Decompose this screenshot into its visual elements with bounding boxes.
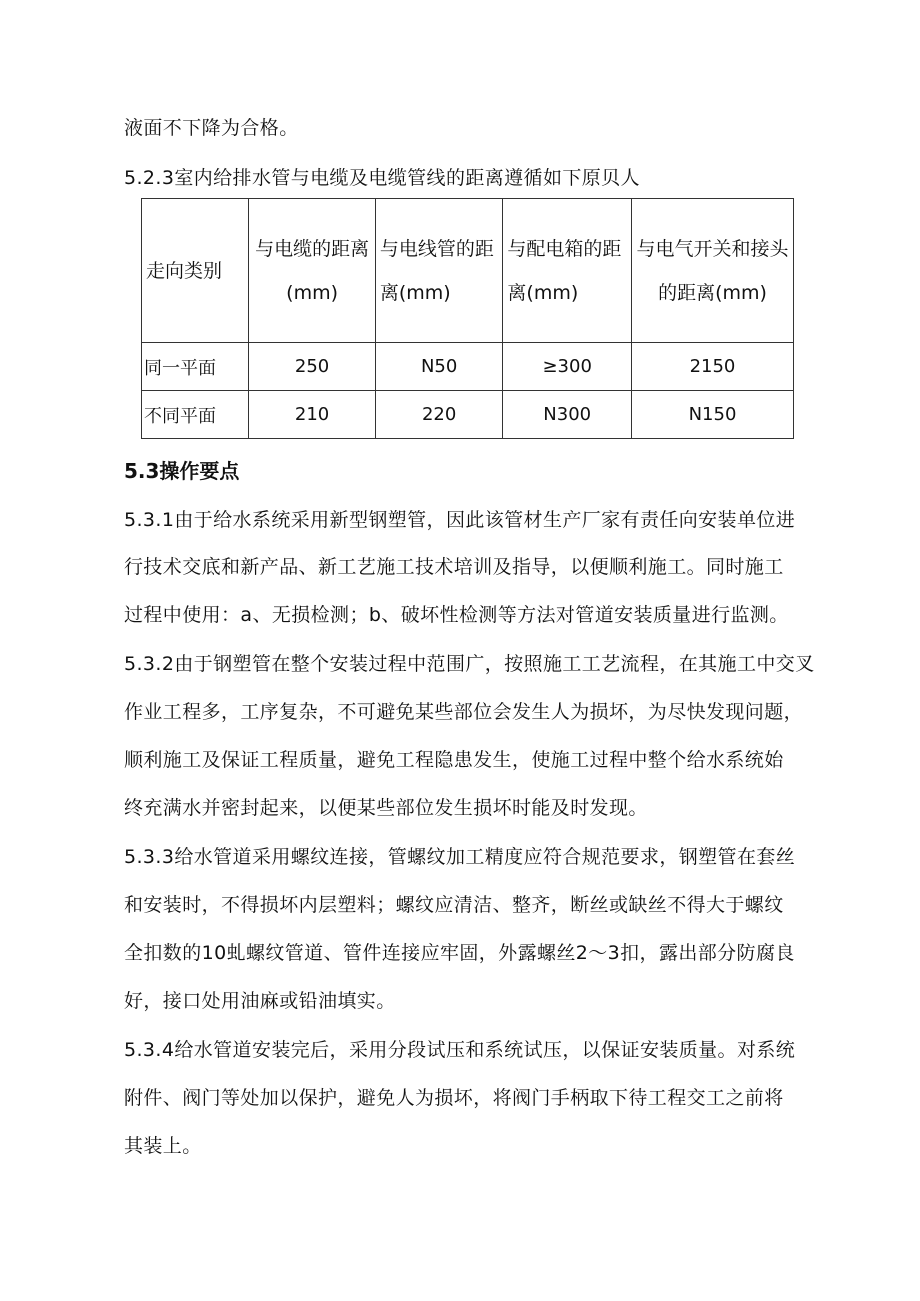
- paragraph-line: 附件、阀门等处加以保护，避免人为损坏，将阀门手柄取下待工程交工之前将: [124, 1087, 784, 1109]
- table-cell: 220: [375, 391, 503, 439]
- table-cell: N50: [375, 343, 503, 391]
- table-cell: 210: [249, 391, 376, 439]
- header-switch-joint-distance: 与电气开关和接头的距离(mm): [631, 199, 793, 343]
- paragraph-line: 5.3.1由于给水系统采用新型钢塑管，因此该管材生产厂家有责任向安装单位进: [124, 509, 796, 531]
- paragraph-line: 5.3.2由于钢塑管在整个安装过程中范围广，按照施工工艺流程，在其施工中交叉: [124, 653, 815, 675]
- table-header-row: [142, 199, 794, 343]
- section-5-3-heading: 5.3操作要点: [124, 459, 240, 483]
- distance-table: [141, 198, 794, 439]
- paragraph-line: 作业工程多，工序复杂，不可避免某些部位会发生人为损坏，为尽快发现问题，: [124, 701, 804, 723]
- paragraph-line: 行技术交底和新产品、新工艺施工技术培训及指导，以便顺利施工。同时施工: [124, 556, 784, 578]
- header-cable-distance: 与电缆的距离(mm): [249, 199, 376, 343]
- table-cell: 2150: [631, 343, 793, 391]
- table-cell: ≥300: [503, 343, 632, 391]
- table-row: [142, 391, 794, 439]
- paragraph-line: 和安装时，不得损坏内层塑料；螺纹应清洁、整齐，断丝或缺丝不得大于螺纹: [124, 894, 784, 916]
- table-cell: N150: [631, 391, 793, 439]
- header-direction-category: 走向类别: [142, 199, 249, 343]
- table-cell: 250: [249, 343, 376, 391]
- paragraph-line: 顺利施工及保证工程质量，避免工程隐患发生，使施工过程中整个给水系统始: [124, 749, 784, 771]
- paragraph-line: 全扣数的10虬螺纹管道、管件连接应牢固，外露螺丝2～3扣，露出部分防腐良: [124, 942, 795, 964]
- row-label-different-plane: 不同平面: [142, 391, 249, 439]
- paragraph-line: 5.3.3给水管道采用螺纹连接，管螺纹加工精度应符合规范要求，钢塑管在套丝: [124, 846, 796, 868]
- paragraph-line: 过程中使用：a、无损检测；b、破坏性检测等方法对管道安装质量进行监测。: [124, 604, 789, 626]
- paragraph-line: 好，接口处用油麻或铅油填实。: [124, 990, 396, 1012]
- top-line: 液面不下降为合格。: [124, 117, 299, 139]
- paragraph-line: 终充满水并密封起来，以便某些部位发生损坏时能及时发现。: [124, 797, 648, 819]
- table-row: [142, 343, 794, 391]
- paragraph-line: 5.3.4给水管道安装完后，采用分段试压和系统试压，以保证安装质量。对系统: [124, 1039, 796, 1061]
- paragraph-line: 其装上。: [124, 1135, 202, 1157]
- header-conduit-distance: 与电线管的距离(mm): [375, 199, 503, 343]
- header-distribution-box-distance: 与配电箱的距离(mm): [503, 199, 632, 343]
- section-5-2-3-title: 5.2.3室内给排水管与电缆及电缆管线的距离遵循如下原贝人: [124, 167, 640, 189]
- table-cell: N300: [503, 391, 632, 439]
- row-label-same-plane: 同一平面: [142, 343, 249, 391]
